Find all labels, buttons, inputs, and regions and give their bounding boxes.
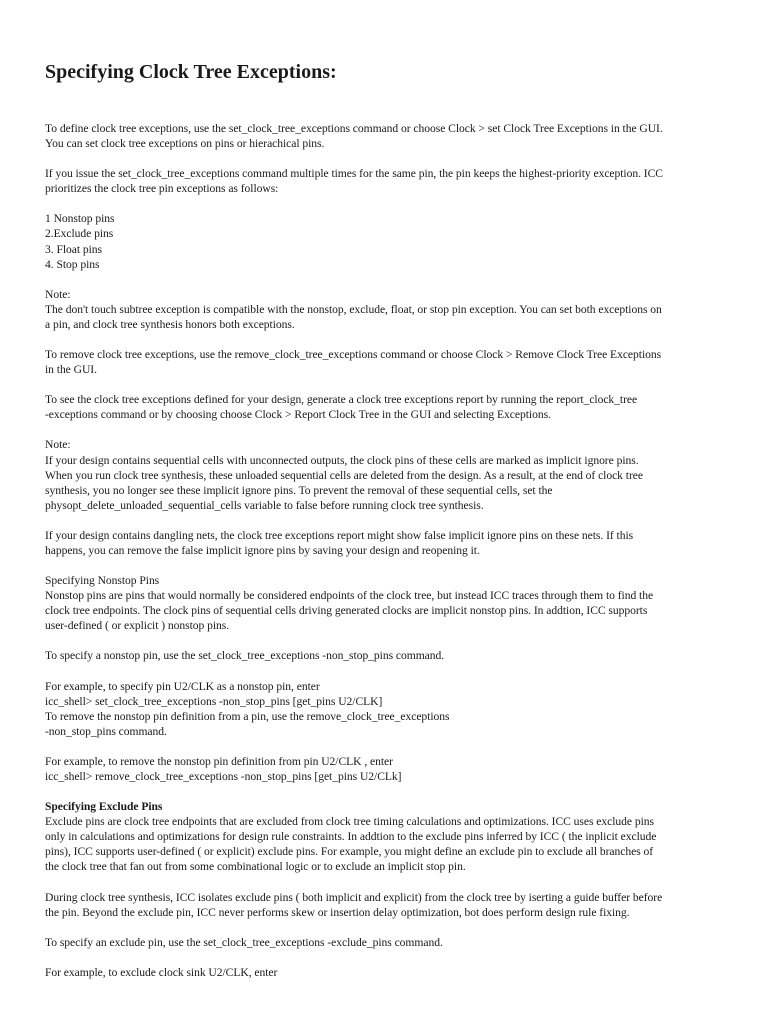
text-line: To specify an exclude pin, use the set_clock_tree_exceptions -exclude_pins command. — [45, 935, 443, 949]
text-line: 3. Float pins — [45, 242, 103, 256]
text-line: If your design contains sequential cells with unconnected outputs, the clock pins of these cells are marked as implicit ignore pins. — [45, 453, 639, 467]
text-line: To remove the nonstop pin definition from a pin, use the remove_clock_tree_exceptions — [45, 709, 450, 723]
text-line: If you issue the set_clock_tree_exceptions command multiple times for the same pin, the pin keeps the highest-priority exception. ICC — [45, 167, 663, 181]
text-line: You can set clock tree exceptions on pins or hierachical pins. — [45, 137, 325, 151]
paragraph — [45, 528, 746, 558]
text-line: Nonstop pins are pins that would normally be considered endpoints of the clock tree, but instead ICC traces through them to find the — [45, 589, 654, 603]
paragraph — [45, 121, 746, 151]
paragraph — [45, 935, 746, 950]
paragraph — [45, 965, 746, 980]
text-line: Specifying Nonstop Pins — [45, 574, 160, 588]
paragraph — [45, 347, 746, 377]
text-line: To specify a nonstop pin, use the set_clock_tree_exceptions -non_stop_pins command. — [45, 649, 445, 663]
text-line: -non_stop_pins command. — [45, 724, 167, 738]
paragraph — [45, 392, 746, 422]
paragraph — [45, 166, 746, 196]
text-line: only in calculations and optimizations for design rule constraints. In addtion to the exclude pins inferred by ICC ( the inplicit exclude — [45, 830, 657, 844]
document-body — [45, 121, 746, 980]
text-line: synthesis, you no longer see these implicit ignore pins. To prevent the removal of these sequential cells, set the — [45, 483, 553, 497]
paragraph — [45, 754, 746, 784]
text-line: 1 Nonstop pins — [45, 212, 115, 226]
text-line: When you run clock tree synthesis, these unloaded sequential cells are deleted from the design. As a result, at the end of clock tree — [45, 468, 643, 482]
text-line: -exceptions command or by choosing choose Clock > Report Clock Tree in the GUI and selecting Exceptions. — [45, 408, 551, 422]
text-line: Exclude pins are clock tree endpoints that are excluded from clock tree timing calculations and optimizations. ICC uses exclude pins — [45, 815, 654, 829]
text-line: happens, you can remove the false implicit ignore pins by saving your design and reopening it. — [45, 543, 480, 557]
paragraph — [45, 648, 746, 663]
text-line: To see the clock tree exceptions defined for your design, generate a clock tree exceptions report by running the report_clock_tree — [45, 393, 638, 407]
text-line: pins), ICC supports user-defined ( or explicit) exclude pins. For example, you might define an exclude pin to exclude all branches of — [45, 845, 654, 859]
paragraph — [45, 890, 746, 920]
text-line: To remove clock tree exceptions, use the remove_clock_tree_exceptions command or choose Clock > Remove Clock Tree Exceptions — [45, 348, 662, 362]
page-title: Specifying Clock Tree Exceptions: — [45, 61, 337, 83]
paragraph — [45, 211, 746, 271]
paragraph — [45, 437, 746, 512]
paragraph — [45, 287, 746, 332]
text-line: To define clock tree exceptions, use the set_clock_tree_exceptions command or choose Clock > set Clock Tree Exceptions in the GUI. — [45, 122, 663, 135]
text-line: prioritizes the clock tree pin exceptions as follows: — [45, 182, 279, 196]
text-line: icc_shell> set_clock_tree_exceptions -non_stop_pins [get_pins U2/CLK] — [45, 694, 383, 708]
text-line: the pin. Beyond the exclude pin, ICC never performs skew or insertion delay optimization, bot does perform design rule fixing. — [45, 905, 630, 919]
text-line: 2.Exclude pins — [45, 227, 114, 241]
text-line: The don't touch subtree exception is compatible with the nonstop, exclude, float, or stop pin exception. You can set both exceptions on — [45, 302, 662, 316]
text-line: a pin, and clock tree synthesis honors both exceptions. — [45, 317, 295, 331]
text-line: physopt_delete_unloaded_sequential_cells variable to false before running clock tree synthesis. — [45, 498, 484, 512]
text-line: For example, to exclude clock sink U2/CLK, enter — [45, 965, 278, 979]
paragraph — [45, 679, 746, 739]
text-line: Note: — [45, 438, 71, 452]
section-heading: Specifying Exclude Pins — [45, 800, 163, 814]
text-line: the clock tree that fan out from some combinational logic or to exclude an implicit stop pin. — [45, 860, 466, 874]
text-line: For example, to specify pin U2/CLK as a nonstop pin, enter — [45, 679, 320, 693]
text-line: 4. Stop pins — [45, 257, 100, 271]
text-line: icc_shell> remove_clock_tree_exceptions -non_stop_pins [get_pins U2/CLk] — [45, 770, 402, 783]
text-line: clock tree endpoints. The clock pins of sequential cells driving generated clocks are implicit nonstop pins. In addtion, ICC supports — [45, 604, 648, 618]
text-line: user-defined ( or explicit ) nonstop pins. — [45, 619, 230, 633]
paragraph — [45, 799, 746, 874]
text-line: For example, to remove the nonstop pin definition from pin U2/CLK , enter — [45, 754, 393, 768]
paragraph — [45, 573, 746, 633]
text-line: If your design contains dangling nets, the clock tree exceptions report might show false implicit ignore pins on these nets. If this — [45, 528, 634, 542]
text-line: During clock tree synthesis, ICC isolates exclude pins ( both implicit and explicit) from the clock tree by iserting a guide buffer before — [45, 890, 663, 904]
text-line: in the GUI. — [45, 363, 97, 377]
text-line: Note: — [45, 287, 71, 301]
